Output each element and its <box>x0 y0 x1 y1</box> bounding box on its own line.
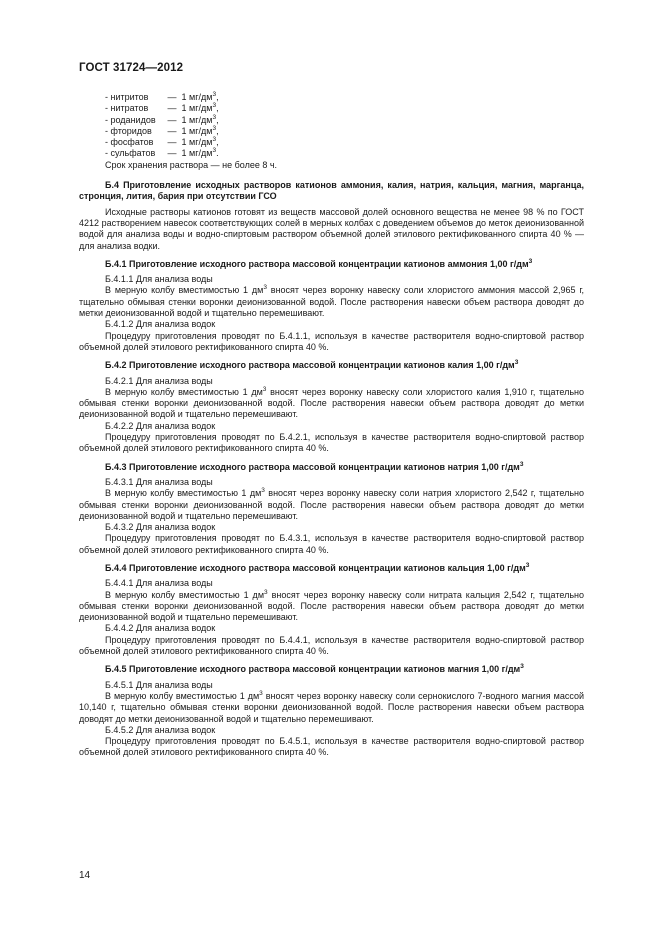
paragraph: Процедуру приготовления проводят по Б.4.2.1, используя в качестве растворителя водно-спиртовой раствор объемной долей этилового ректификованного спирта 40 %. <box>79 432 584 454</box>
list-item: - нитритов — 1 $мг/дм^3$, <box>105 91 219 102</box>
section-heading: Б.4.1 Приготовление исходного раствора массовой концентрации катионов аммония 1,00 $г/дм^3$ <box>105 257 533 269</box>
section-heading: Б.4.2 Приготовление исходного раствора массовой концентрации катионов калия 1,00 $г/дм^3$ <box>105 359 519 371</box>
section-heading: Б.4.4 Приготовление исходного раствора массовой концентрации катионов кальция 1,00 $г/дм^3$ <box>105 561 530 573</box>
paragraph: Исходные растворы катионов готовят из веществ массовой долей основного вещества не менее 98 % по ГОСТ 4212 растворением навесок соответствующих солей в мерных колбах с доведением объемов до меток деионизованной водой для анализа воды и водно-спиртовым раствором объемной долей этилового ректификованного спирта 40 % — для анализа водки. <box>79 206 584 251</box>
subsection-label: Б.4.5.2 Для анализа водок <box>105 724 216 735</box>
paragraph: В мерную колбу вместимостью 1 $дм^3$ вносят через воронку навеску соли натрия хлористого 2,542 г, тщательно обмывая стенки воронки деионизованной водой. После растворения навески объем раствора доводят до метки деионизованной водой и тщательно перемешивают. <box>79 487 584 521</box>
section-heading: Б.4.3 Приготовление исходного раствора массовой концентрации катионов натрия 1,00 $г/дм^3$ <box>105 460 524 472</box>
subsection-label: Б.4.3.2 Для анализа водок <box>105 522 216 533</box>
subsection-label: Б.4.5.1 Для анализа воды <box>105 679 213 690</box>
paragraph: В мерную колбу вместимостью 1 $дм^3$ вносят через воронку навеску соли хлористого аммония массой 2,965 г, тщательно обмывая стенки воронки деионизованной водой. После растворения навески объем раствора доводят до метки деионизованной водой и тщательно перемешивают. <box>79 284 585 319</box>
paragraph: В мерную колбу вместимостью 1 $дм^3$ вносят через воронку навеску соли нитрата кальция 2,542 г, тщательно обмывая стенки воронки деионизованной водой. После растворения навески объем раствора доводят до метки деионизованной водой и тщательно перемешивают. <box>79 588 585 623</box>
limits-list <box>79 92 584 171</box>
paragraph: В мерную колбу вместимостью 1 $дм^3$ вносят через воронку навеску соли хлористого калия 1,910 г, тщательно обмывая стенки воронки деионизованной водой. После растворения навески объем раствора доводят до метки деионизованной водой и тщательно перемешивают. <box>79 385 585 420</box>
storage-note: Срок хранения раствора — не более 8 ч. <box>105 159 278 170</box>
list-item: - нитратов — 1 $мг/дм^3$, <box>105 102 219 114</box>
subsection-label: Б.4.4.2 Для анализа водок <box>105 623 216 634</box>
paragraph: Процедуру приготовления проводят по Б.4.4.1, используя в качестве растворителя водно-спиртовой раствор объемной долей этилового ректификованного спирта 40 %. <box>79 634 584 657</box>
subsection-label: Б.4.4.1 Для анализа воды <box>105 578 213 589</box>
subsection-label: Б.4.1.1 Для анализа воды <box>105 274 213 285</box>
subsection-label: Б.4.2.2 Для анализа водок <box>105 420 216 431</box>
paragraph: Процедуру приготовления проводят по Б.4.1.1, используя в качестве растворителя водно-спиртовой раствор объемной долей этилового ректификованного спирта 40 %. <box>79 330 584 352</box>
document-header: ГОСТ 31724—2012 <box>79 62 184 74</box>
paragraph: Процедуру приготовления проводят по Б.4.5.1, используя в качестве растворителя водно-спиртовой раствор объемной долей этилового ректификованного спирта 40 %. <box>79 736 584 758</box>
list-item: - сульфатов — 1 $мг/дм^3$. <box>105 147 219 159</box>
list-item: - фторидов — 1 $мг/дм^3$, <box>105 124 219 136</box>
subsection-label: Б.4.3.1 Для анализа воды <box>105 476 213 487</box>
subsection-label: Б.4.1.2 Для анализа водок <box>105 319 216 330</box>
list-item: - фосфатов — 1 $мг/дм^3$, <box>105 136 219 148</box>
page-body <box>79 92 584 759</box>
section-heading: Б.4.5 Приготовление исходного раствора массовой концентрации катионов магния 1,00 $г/дм^3$ <box>105 663 524 675</box>
section-heading: Б.4 Приготовление исходных растворов катионов аммония, калия, натрия, кальция, магния, марганца, стронция, лития, бария при отсутствии ГСО <box>79 180 584 202</box>
page-number: 14 <box>79 870 91 881</box>
subsection-label: Б.4.2.1 Для анализа воды <box>105 375 213 386</box>
paragraph: В мерную колбу вместимостью 1 $дм^3$ вносят через воронку навеску соли сернокислого 7-водного магния массой 10,140 г, тщательно обмывая стенки воронки деионизованной водой. После растворения навески объем раствора доводят до метки деионизованной водой и тщательно перемешивают. <box>79 689 584 724</box>
paragraph: Процедуру приготовления проводят по Б.4.3.1, используя в качестве растворителя водно-спиртовой раствор объемной долей этилового ректификованного спирта 40 %. <box>79 533 584 555</box>
list-item: - роданидов — 1 $мг/дм^3$, <box>105 113 219 125</box>
